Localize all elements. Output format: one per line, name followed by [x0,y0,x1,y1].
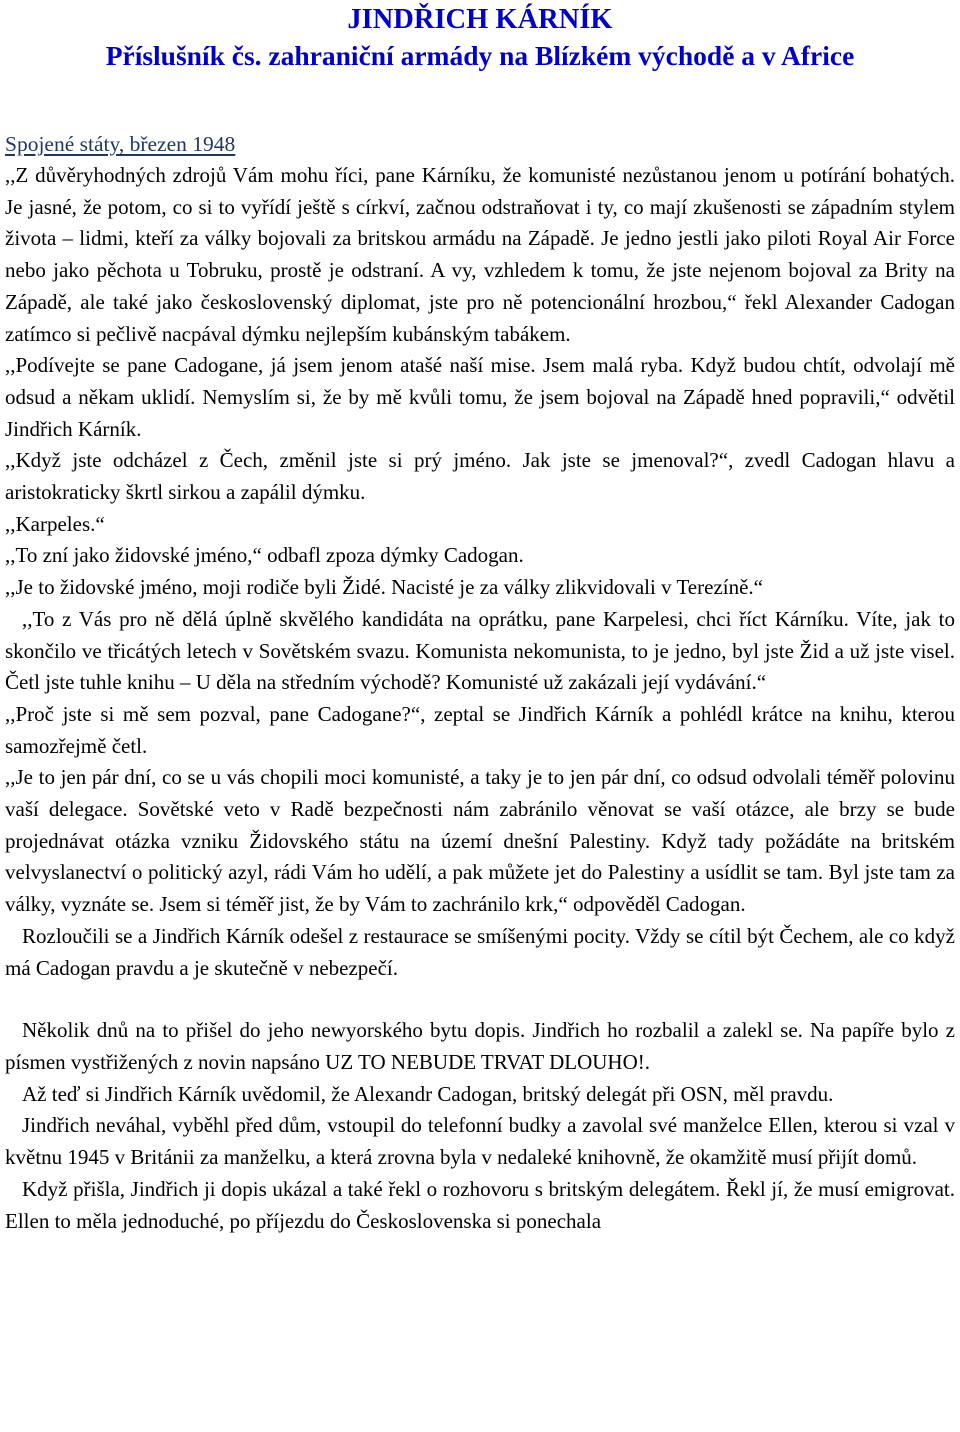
paragraph: Několik dnů na to přišel do jeho newyorského bytu dopis. Jindřich ho rozbalil a zalekl se. Na papíře bylo z písmen vystřižených z novin napsáno UZ TO NEBUDE TRVAT DLOUHO!. [5,1018,955,1074]
paragraph: Jindřich neváhal, vyběhl před dům, vstoupil do telefonní budky a zavolal své manželce Ellen, kterou si vzal v květnu 1945 v Británii za manželku, a která zrovna byla v nedaleké knihovně, že okamžitě musí přijít domů. [5,1113,955,1170]
paragraph: ,,Karpeles.“ [5,511,105,536]
paragraph: ,,To zní jako židovské jméno,“ odbafl zpoza dýmky Cadogan. [5,543,524,568]
document-subtitle: Příslušník čs. zahraniční armády na Blízkém východě a v Africe [105,40,855,71]
paragraph: ,,Podívejte se pane Cadogane, já jsem jenom atašé naší mise. Jsem malá ryba. Když budou chtít, odvolají mě odsud a někam uklidí. Nemyslím si, že by mě kvůli tomu, že jsem bojoval na Západě hned popravili,“ odvětil Jindřich Kárník. [5,353,955,441]
paragraph: Až teď si Jindřich Kárník uvědomil, že Alexandr Cadogan, britský delegát při OSN, měl pravdu. [22,1081,834,1106]
section-heading: Spojené státy, březen 1948 [5,132,236,156]
document-body [5,160,955,1237]
paragraph: ,,Když jste odcházel z Čech, změnil jste si prý jméno. Jak jste se jmenoval?“, zvedl Cadogan hlavu a aristokraticky škrtl sirkou a zapálil dýmku. [5,448,955,505]
paragraph: ,,To z Vás pro ně dělá úplně skvělého kandidáta na oprátku, pane Karpelesi, chci říct Kárníku. Víte, jak to skončilo ve třicátých letech v Sovětském svazu. Komunista nekomunista, to je jedno, byl jste Žid a už jste visel. Četl jste tuhle knihu – U děla na středním východě? Komunisté už zakázali její vydávání.“ [5,606,955,695]
paragraph: ,,Je to jen pár dní, co se u vás chopili moci komunisté, a taky je to jen pár dní, co odsud odvolali téměř polovinu vaší delegace. Sovětské veto v Radě bezpečnosti nám zabránilo věnovat se vaší otázce, ale brzy se bude projednávat otázka vzniku Židovského státu na území dnešní Palestiny. Když tady požádáte na britském velvyslanectví o politický azyl, rádi Vám ho udělí, a pak můžete jet do Palestiny a usídlit se tam. Byl jste tam za války, vyznáte se. Jsem si téměř jist, že by Vám to zachránilo krk,“ odpověděl Cadogan. [5,765,955,917]
document-title: JINDŘICH KÁRNÍK [347,4,613,35]
paragraph: ,,Z důvěryhodných zdrojů Vám mohu říci, pane Kárníku, že komunisté nezůstanou jenom u potírání bohatých. Je jasné, že potom, co si to vyřídí ještě s církví, začnou odstraňovat i ty, co mají zkušenosti se západním stylem života – lidmi, kteří za války bojovali za britskou armádu na Západě. Je jedno jestli jako piloti Royal Air Force nebo jako pěchota u Tobruku, prostě je odstraní. A vy, vzhledem k tomu, že jste nejenom bojoval za Brity na Západě, ale také jako československý diplomat, jste pro ně potencionální hrozbou,“ řekl Alexander Cadogan zatímco si pečlivě nacpával dýmku nejlepším kubánským tabákem. [5,163,955,346]
paragraph: ,,Je to židovské jméno, moji rodiče byli Židé. Nacisté je za války zlikvidovali v Terezíně.“ [5,575,763,600]
paragraph: ,,Proč jste si mě sem pozval, pane Cadogane?“, zeptal se Jindřich Kárník a pohlédl krátce na knihu, kterou samozřejmě četl. [5,701,955,758]
paragraph: Když přišla, Jindřich ji dopis ukázal a také řekl o rozhovoru s britským delegátem. Řekl jí, že musí emigrovat. Ellen to měla jednoduché, po příjezdu do Československa si ponechala [5,1176,955,1233]
paragraph: Rozloučili se a Jindřich Kárník odešel z restaurace se smíšenými pocity. Vždy se cítil být Čechem, ale co když má Cadogan pravdu a je skutečně v nebezpečí. [5,923,955,980]
